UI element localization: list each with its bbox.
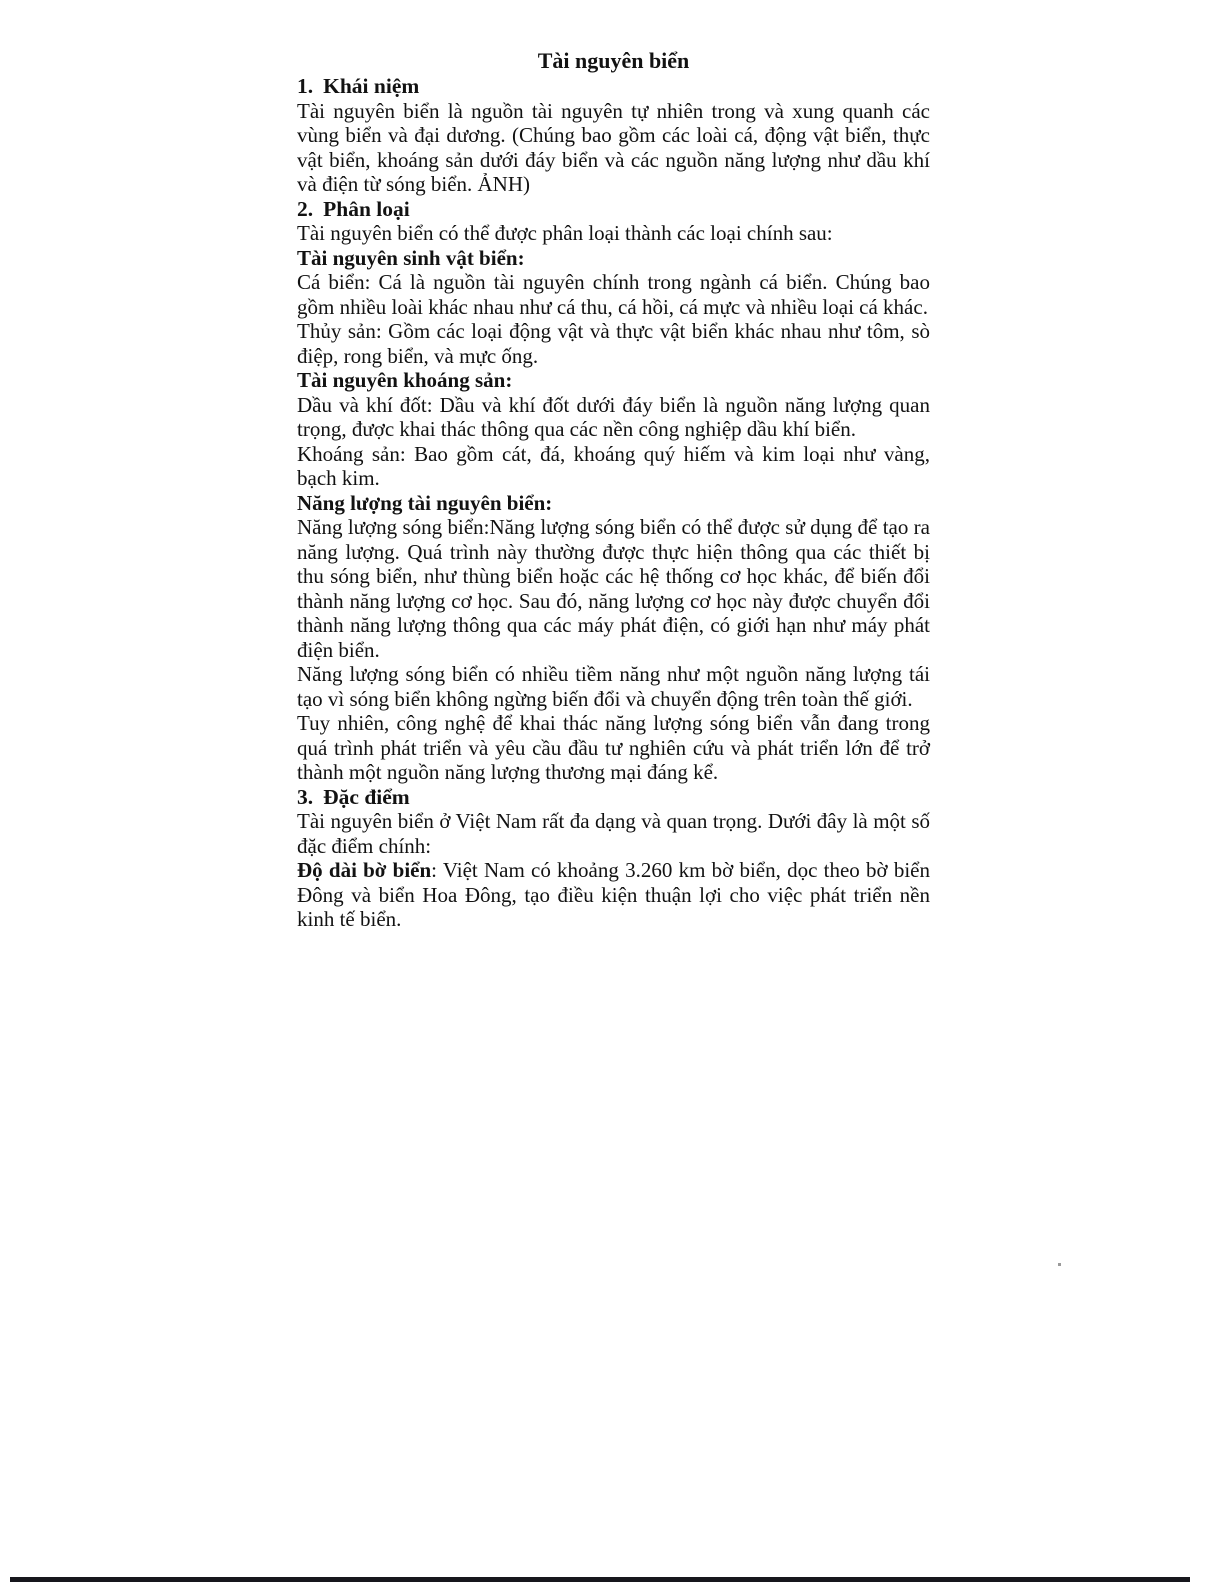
section-2-number: 2. [297,196,314,221]
section-2-title: Phân loại [323,196,410,221]
section-3-title: Đặc điểm [323,784,410,809]
section-1-number: 1. [297,74,314,98]
paragraph-wave-energy-potential: Năng lượng sóng biển có nhiều tiềm năng như một nguồn năng lượng tái tạo vì sóng biển không ngừng biến đổi và chuyển động trên toàn thế giới. [297,662,930,711]
paragraph-seafood: Thủy sản: Gồm các loại động vật và thực vật biển khác nhau như tôm, sò điệp, rong biển, và mực ống. [297,319,930,368]
scan-artifact-speck [1058,1263,1061,1266]
section-2-heading [297,197,930,222]
paragraph-oil-gas: Dầu và khí đốt: Dầu và khí đốt dưới đáy biển là nguồn năng lượng quan trọng, được khai thác thông qua các nền công nghiệp dầu khí biển. [297,392,930,441]
section-1-paragraph: Tài nguyên biển là nguồn tài nguyên tự nhiên trong và xung quanh các vùng biển và đại dương. (Chúng bao gồm các loài cá, động vật biển, thực vật biển, khoáng sản dưới đáy biển và các nguồn năng lượng như dầu khí và điện từ sóng biển. ẢNH) [297,98,930,196]
paragraph-wave-energy-technology: Tuy nhiên, công nghệ để khai thác năng lượng sóng biển vẫn đang trong quá trình phát triển và yêu cầu đầu tư nghiên cứu và phát triển lớn để trở thành một nguồn năng lượng thương mại đáng kể. [297,711,930,784]
section-1-heading [297,74,930,99]
paragraph-coastline-length [297,858,930,932]
subheading-energy-resources: Năng lượng tài nguyên biển: [297,490,553,515]
coastline-lead: Độ dài bờ biển [297,858,432,882]
subheading-marine-life-resources: Tài nguyên sinh vật biển: [297,245,525,270]
section-3-intro: Tài nguyên biển ở Việt Nam rất đa dạng và quan trọng. Dưới đây là một số đặc điểm chính: [297,809,930,858]
scan-artifact-line [10,1577,1190,1582]
subheading-mineral-resources: Tài nguyên khoáng sản: [297,368,513,392]
document-content [297,48,930,932]
section-3-number: 3. [297,784,314,809]
paragraph-sea-fish: Cá biển: Cá là nguồn tài nguyên chính trong ngành cá biển. Chúng bao gồm nhiều loài khác nhau như cá thu, cá hồi, cá mực và nhiều loại cá khác. [297,270,930,319]
coastline-text: : Việt Nam có khoảng 3.260 km bờ biển, dọc theo bờ biển Đông và biển Hoa Đông, tạo điều kiện thuận lợi cho việc phát triển nền kinh tế biển. [297,858,930,931]
document-title: Tài nguyên biển [537,48,690,73]
section-1-title: Khái niệm [323,74,420,98]
section-2-intro: Tài nguyên biển có thể được phân loại thành các loại chính sau: [297,221,833,245]
paragraph-wave-energy: Năng lượng sóng biển:Năng lượng sóng biển có thể được sử dụng để tạo ra năng lượng. Quá trình này thường được thực hiện thông qua các thiết bị thu sóng biển, như thùng biển hoặc các hệ thống cơ học khác, để biến đổi thành năng lượng cơ học. Sau đó, năng lượng cơ học này được chuyển đổi thành năng lượng thông qua các máy phát điện, có giới hạn như máy phát điện biển. [297,515,930,662]
section-3-heading [297,785,930,810]
paragraph-minerals: Khoáng sản: Bao gồm cát, đá, khoáng quý hiếm và kim loại như vàng, bạch kim. [297,441,930,490]
